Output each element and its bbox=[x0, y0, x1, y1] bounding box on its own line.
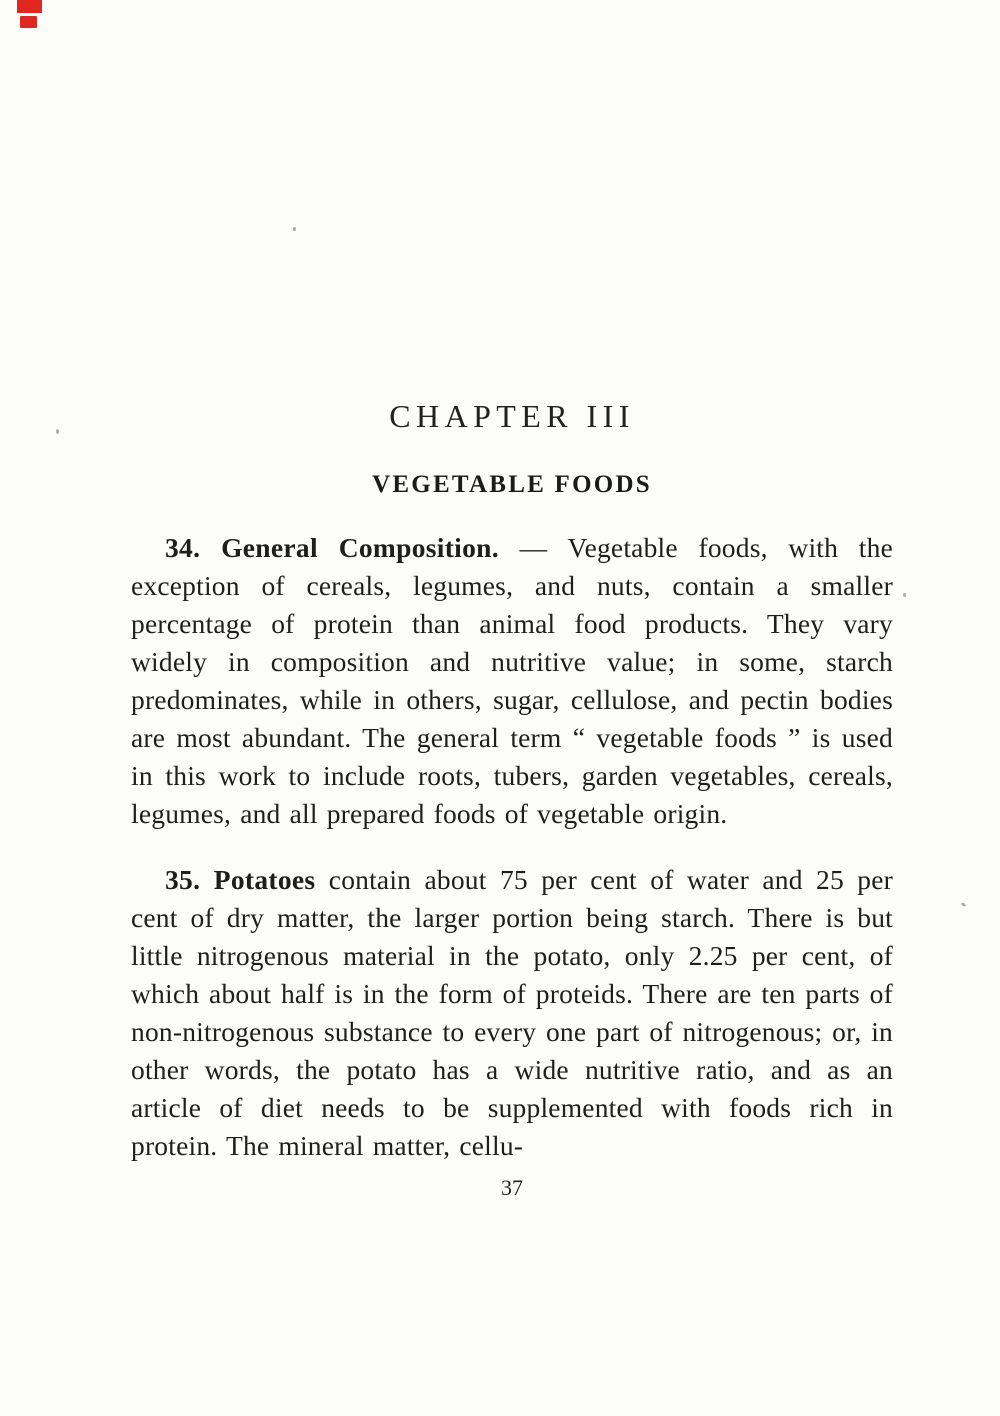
scan-speck bbox=[961, 902, 967, 907]
paragraph-35-lead: 35. Potatoes bbox=[165, 864, 316, 895]
paragraph-34 bbox=[131, 529, 893, 833]
chapter-title: CHAPTER III bbox=[389, 398, 635, 434]
scan-artifact-red-mark bbox=[17, 0, 42, 13]
text-column bbox=[131, 0, 893, 1201]
scan-artifact-red-mark bbox=[20, 16, 37, 28]
scan-speck bbox=[903, 593, 906, 597]
section-title: VEGETABLE FOODS bbox=[372, 471, 652, 498]
paragraph-34-lead: 34. General Composition. bbox=[165, 532, 499, 563]
paragraph-34-body: — Vegetable foods, with the exception of cereals, legumes, and nuts, contain a smaller percentage of protein than animal food products. They vary widely in composition and nutritive value; in some, starch predominates, while in others, sugar, cellulose, and pectin bodies are most abundant. The general term “ vegetable foods ” is used in this work to include roots, tubers, garden vegetables, cereals, legumes, and all prepared foods of vegetable origin. bbox=[131, 532, 893, 829]
page-number: 37 bbox=[501, 1175, 523, 1200]
paragraph-35 bbox=[131, 861, 893, 1165]
scan-speck bbox=[56, 429, 59, 434]
paragraph-35-body: contain about 75 per cent of water and 25 per cent of dry matter, the larger portion being starch. There is but little nitrogenous material in the potato, only 2.25 per cent, of which about half is in the form of proteids. There are ten parts of non-nitrogenous substance to every one part of nitrogenous; or, in other words, the potato has a wide nutritive ratio, and as an article of diet needs to be supplemented with foods rich in protein. The mineral matter, cellu- bbox=[131, 864, 894, 1161]
